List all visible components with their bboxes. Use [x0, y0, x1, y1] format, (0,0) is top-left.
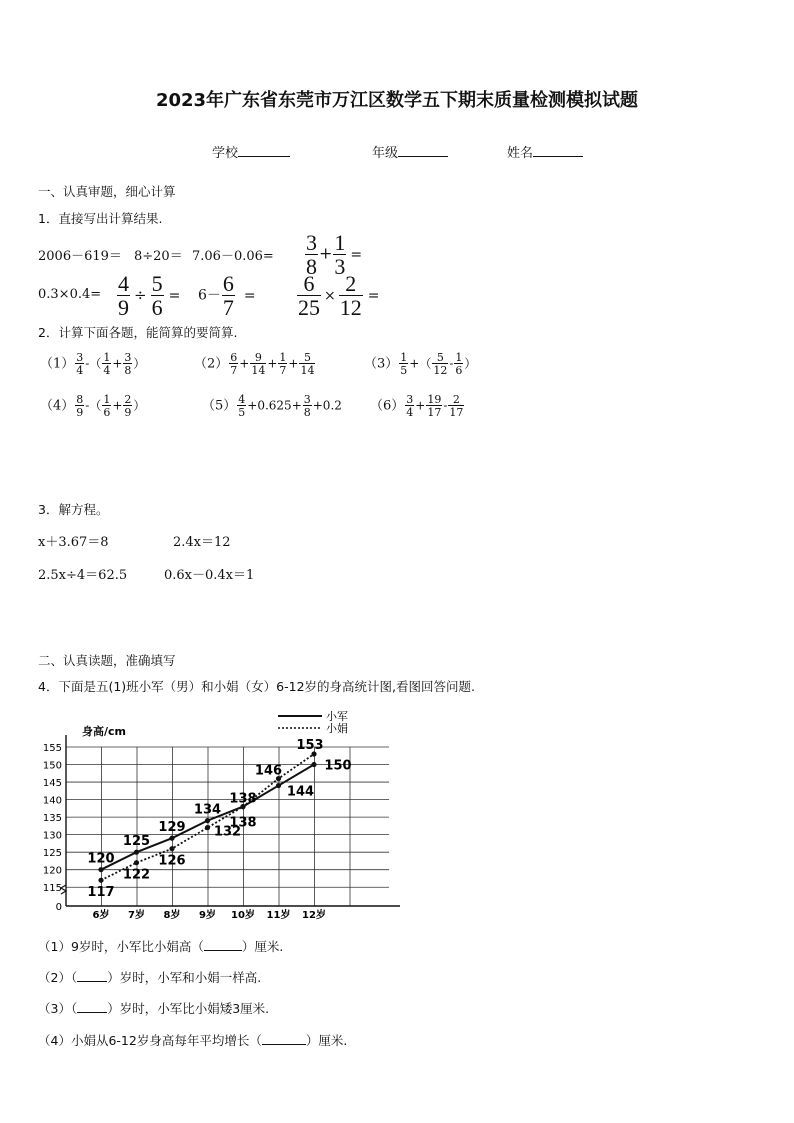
operator: +	[112, 356, 123, 371]
x-tick-label: 11岁	[266, 910, 291, 921]
q2-item	[370, 394, 465, 418]
fraction: $\frac{3}{8}$	[124, 351, 132, 377]
fraction: $\frac{6}{7}$	[230, 351, 238, 377]
chart-legend	[278, 709, 348, 735]
q2-item-label: （1）	[40, 356, 75, 372]
fraction: $\frac{2}{9}$	[124, 393, 132, 419]
data-label: 153	[296, 738, 324, 754]
q2-prompt: 2．计算下面各题，能简算的要简算.	[38, 325, 238, 340]
q1-frac-expr-3: 6－ $\frac{6}{7}$ =	[198, 271, 256, 320]
x-tick-label: 8岁	[163, 910, 181, 921]
operator: +	[112, 398, 123, 413]
y-tick-label: 135	[42, 813, 62, 825]
fraction: $\frac{3}{4}$	[406, 393, 414, 419]
section1-heading: 一、认真审题，细心计算	[38, 184, 176, 199]
q3-prompt: 3．解方程。	[38, 502, 109, 517]
operator: -（	[85, 356, 102, 371]
q2-item-label: （2）	[194, 356, 229, 372]
data-label: 129	[158, 820, 186, 836]
fraction: $\frac{1}{5}$	[400, 351, 408, 377]
operator: +	[288, 356, 299, 371]
q1-calc-2: 8÷20＝	[134, 249, 183, 264]
data-point	[205, 818, 210, 823]
fraction: $\frac{2}{17}$	[449, 393, 464, 419]
q3-equation-2: 2.4x＝12	[173, 535, 231, 550]
y-tick-label: 155	[42, 743, 62, 754]
operator: -	[449, 356, 454, 371]
y-tick-label: 140	[42, 795, 62, 807]
page-title: 2023年广东省东莞市万江区数学五下期末质量检测模拟试题	[155, 90, 639, 111]
operator: ）	[133, 356, 146, 371]
fraction: $\frac{19}{17}$	[427, 393, 442, 419]
q1-prompt: 1．直接写出计算结果.	[38, 211, 163, 226]
y-tick-label: 150	[42, 760, 62, 772]
fraction: $\frac{1}{6}$	[103, 393, 111, 419]
data-point	[134, 850, 139, 855]
chart-labels	[43, 724, 352, 921]
data-point	[311, 762, 316, 767]
data-label: 144	[286, 784, 315, 800]
q4-sub-1: （1）9岁时，小军比小娟高（ ）厘米.	[38, 939, 284, 954]
x-tick-label: 9岁	[199, 910, 216, 921]
operator: ）	[133, 398, 146, 413]
y-tick-label: 0	[55, 902, 62, 913]
legend-label-0: 小军	[326, 710, 348, 723]
fraction: $\frac{3}{8}$	[303, 393, 311, 419]
y-tick-label: 145	[42, 778, 62, 790]
grade-label: 年级	[372, 146, 399, 161]
data-point	[134, 860, 139, 865]
height-line-chart	[30, 706, 400, 926]
data-point	[169, 836, 174, 841]
operator: +	[239, 356, 250, 371]
name-label: 姓名	[507, 146, 534, 161]
q4-prompt: 4．下面是五(1)班小军（男）和小娟（女）6-12岁的身高统计图,看图回答问题.	[38, 679, 475, 694]
q2-item	[40, 352, 145, 376]
legend-label-1: 小娟	[326, 722, 348, 735]
data-label: 120	[87, 851, 115, 867]
y-tick-label: 115	[42, 883, 62, 895]
q4-sub-2: （2）（ ）岁时，小军和小娟一样高.	[38, 970, 262, 985]
q1-calc-1: 2006－619＝	[38, 249, 122, 264]
q3-equation-4: 0.6x－0.4x＝1	[164, 568, 255, 583]
operator: +	[415, 398, 426, 413]
y-tick-label: 120	[42, 865, 62, 877]
y-axis-label: 身高/cm	[82, 725, 126, 738]
operator: -	[443, 398, 448, 413]
q1-calc-4: 0.3×0.4=	[38, 287, 102, 302]
grade-field[interactable]	[372, 142, 448, 161]
q4-sub-4: （4）小娟从6-12岁身高每年平均增长（ ）厘米.	[38, 1033, 348, 1048]
school-label: 学校	[212, 146, 239, 161]
data-point	[98, 867, 103, 872]
fraction: $\frac{8}{9}$	[76, 393, 84, 419]
x-tick-label: 12岁	[302, 910, 326, 921]
x-tick-label: 10岁	[231, 910, 255, 921]
data-point	[169, 846, 174, 851]
q3-equation-3: 2.5x÷4＝62.5	[38, 568, 128, 583]
q1-frac-expr-2: $\frac{4}{9}$ ÷ $\frac{5}{6}$ =	[118, 271, 181, 320]
fraction: $\frac{1}{4}$	[103, 351, 111, 377]
q4-sub-3: （3）（ ）岁时，小军比小娟矮3厘米.	[38, 1001, 270, 1016]
operator: +0.625+	[247, 398, 302, 413]
q1-frac-expr-1: $\frac{3}{8}$ + $\frac{1}{3}$ =	[306, 230, 363, 279]
q2-item	[40, 394, 145, 418]
q2-item-label: （6）	[370, 398, 405, 414]
data-label: 146	[254, 763, 283, 779]
q2-item-label: （4）	[40, 398, 75, 414]
fraction: $\frac{1}{7}$	[279, 351, 287, 377]
fraction: $\frac{1}{6}$	[455, 351, 463, 377]
x-tick-label: 6岁	[92, 910, 110, 921]
q3-equation-1: x＋3.67＝8	[38, 535, 109, 550]
q1-calc-3: 7.06－0.06=	[192, 249, 274, 264]
q2-item-label: （5）	[202, 398, 237, 414]
q2-item	[194, 352, 316, 376]
data-point	[98, 878, 103, 883]
data-label: 132	[213, 824, 242, 840]
section2-heading: 二、认真读题，准确填写	[38, 653, 176, 668]
operator: ）	[464, 356, 477, 371]
q2-item-label: （3）	[364, 356, 399, 372]
data-label: 126	[158, 853, 186, 869]
data-point	[205, 825, 210, 830]
fraction: $\frac{3}{4}$	[76, 351, 84, 377]
school-field[interactable]	[212, 142, 290, 161]
fraction: $\frac{5}{12}$	[433, 351, 448, 377]
data-label: 150	[324, 758, 352, 774]
fraction: $\frac{4}{5}$	[238, 393, 246, 419]
data-point	[276, 783, 281, 788]
x-tick-label: 7岁	[128, 910, 145, 921]
fraction: $\frac{5}{14}$	[300, 351, 315, 377]
data-label: 138	[229, 791, 257, 807]
operator: -（	[85, 398, 102, 413]
name-field[interactable]	[507, 142, 583, 161]
y-tick-label: 130	[42, 830, 62, 842]
q1-frac-expr-4: $\frac{6}{25}$ × $\frac{2}{12}$ =	[298, 271, 380, 320]
operator: +（	[409, 356, 432, 371]
data-label: 138	[229, 815, 257, 831]
data-label: 122	[122, 867, 151, 883]
data-label: 125	[122, 834, 151, 850]
q2-item	[202, 394, 342, 418]
operator: +0.2	[312, 398, 342, 413]
data-label: 117	[87, 885, 115, 901]
operator: +	[267, 356, 278, 371]
q2-item	[364, 352, 476, 376]
y-tick-label: 125	[42, 848, 62, 860]
fraction: $\frac{9}{14}$	[251, 351, 266, 377]
data-label: 134	[193, 802, 222, 818]
